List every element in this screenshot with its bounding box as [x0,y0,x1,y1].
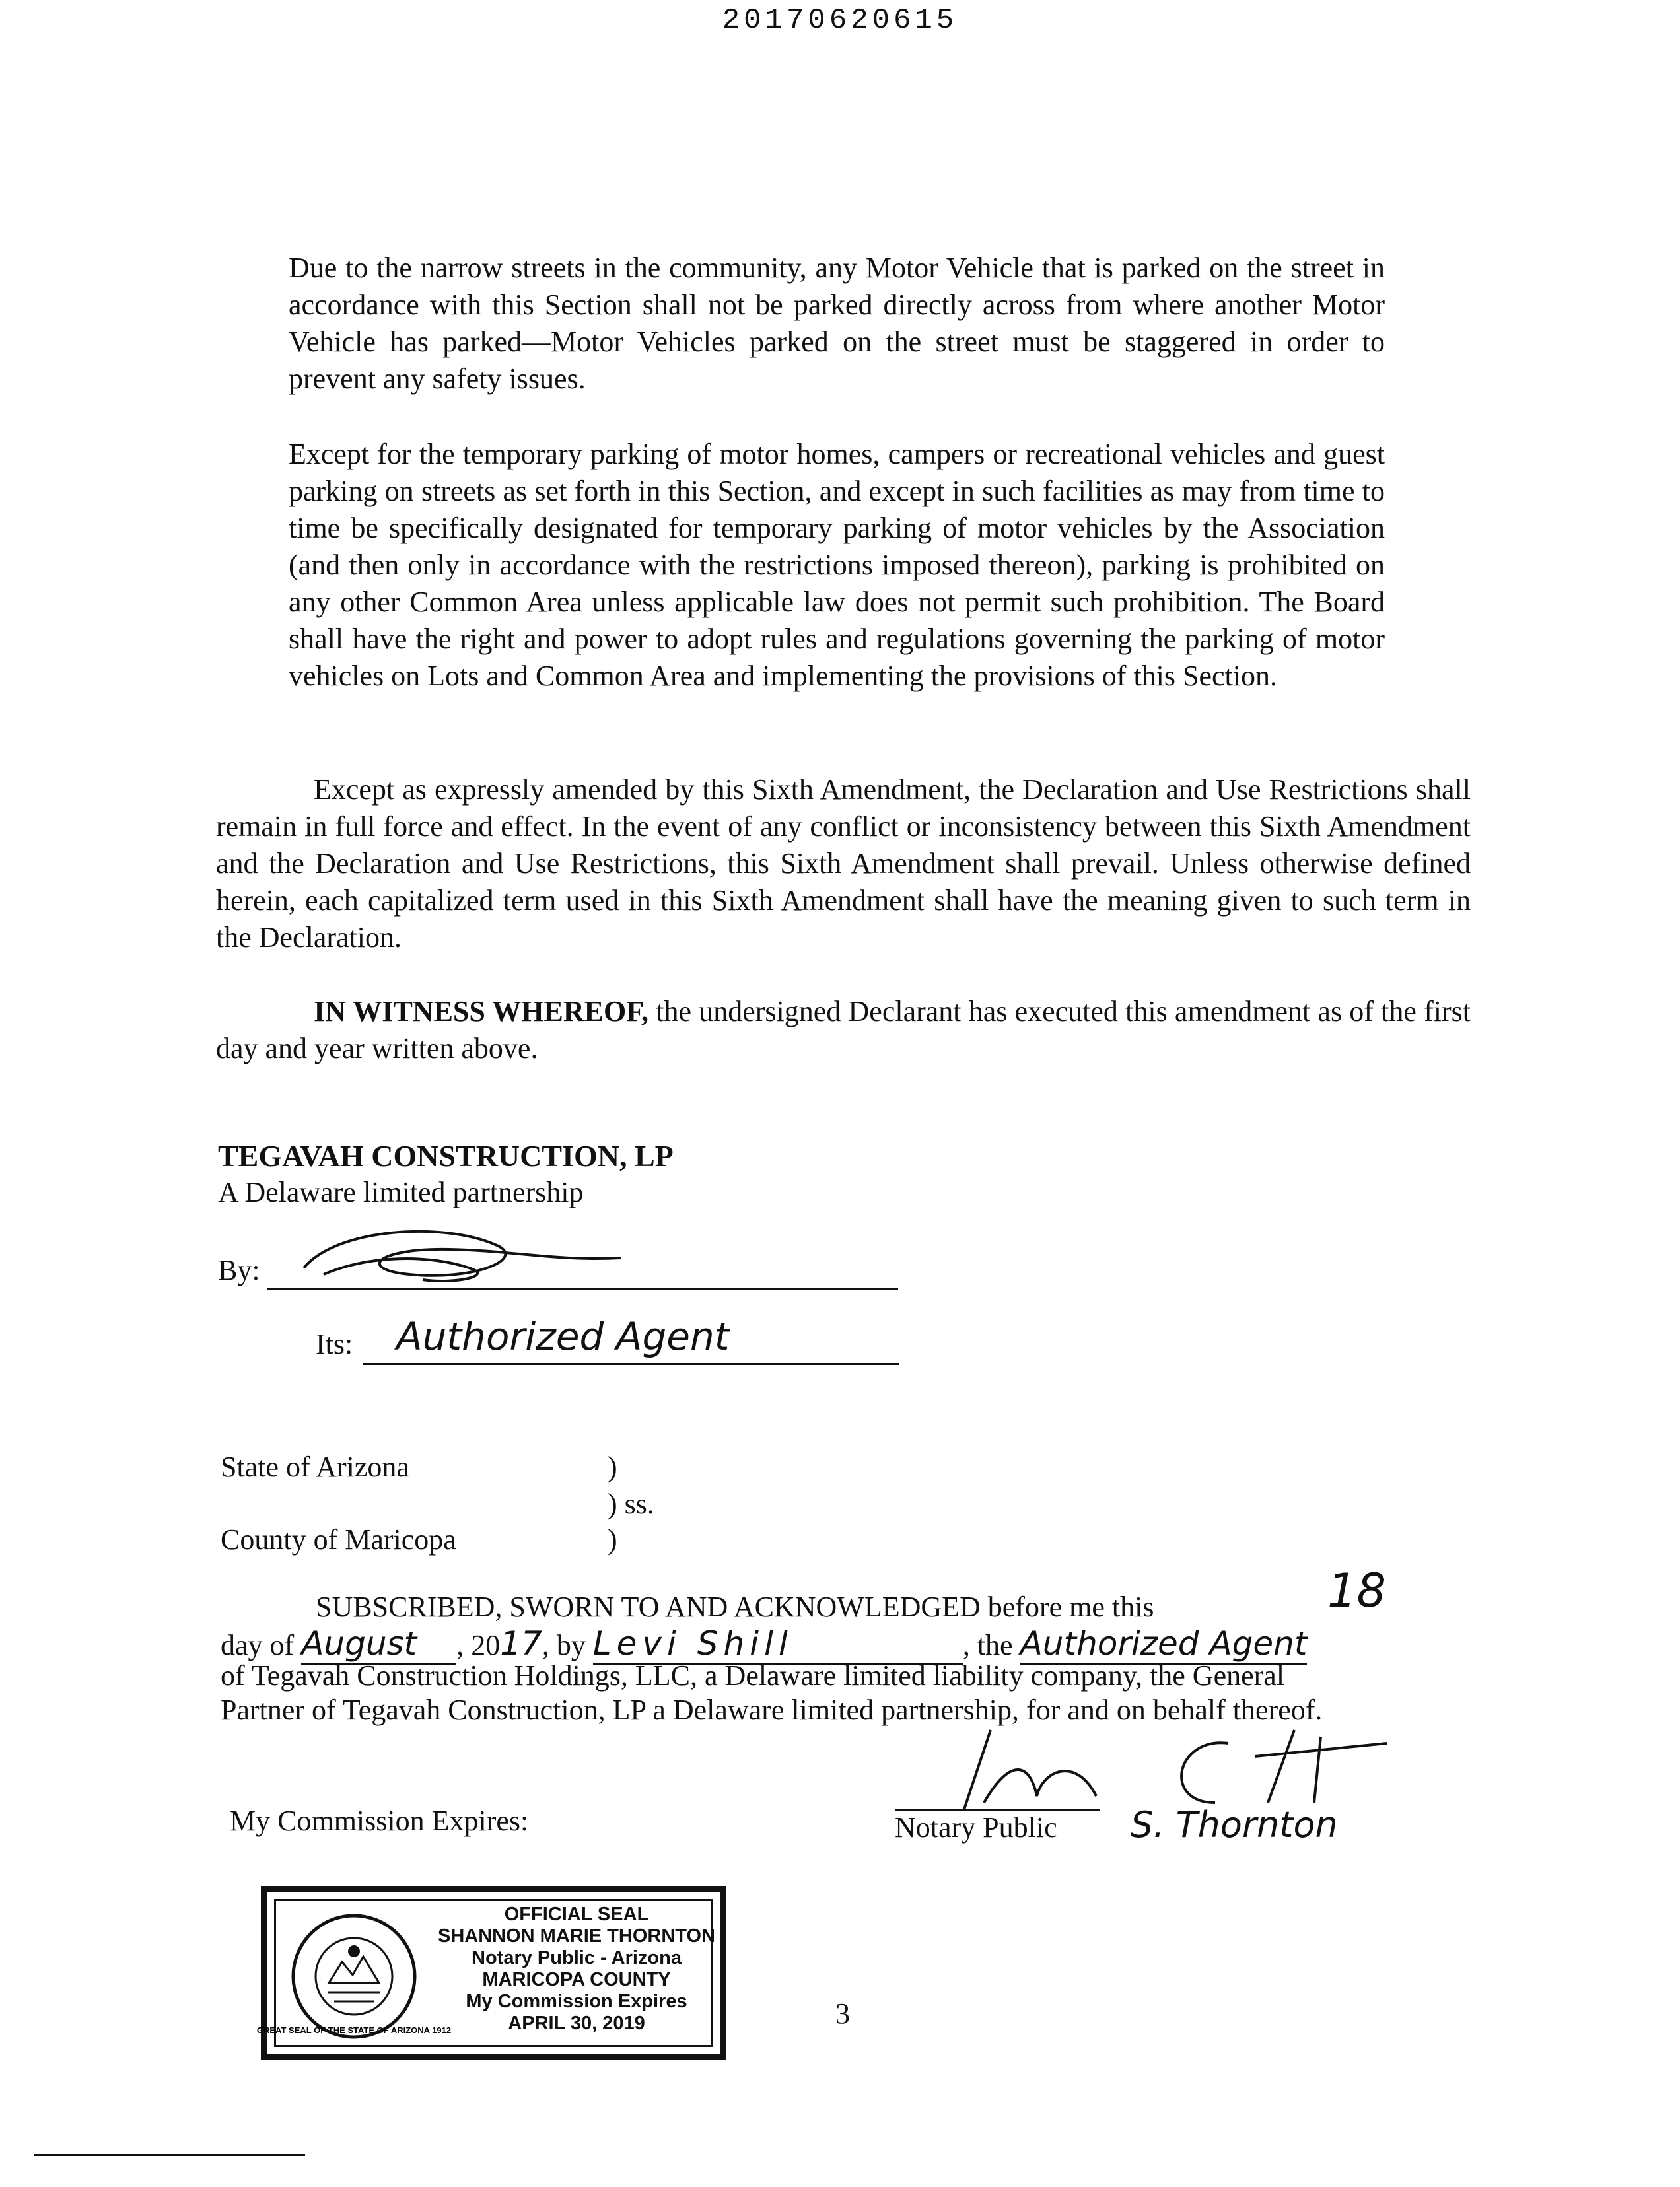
year-prefix: , 20 [456,1629,501,1661]
commission-expires-label: My Commission Expires: [230,1805,529,1837]
paragraph-witness [216,993,1471,1067]
venue-ss: ) ss. [608,1488,654,1520]
seal-line-expiry: APRIL 30, 2019 [508,2013,645,2034]
official-notary-seal [256,1886,726,2060]
seal-line-notary: Notary Public - Arizona [472,1947,682,1968]
year-handwritten: 17 [500,1624,542,1663]
acknowledgment-line-4: Partner of Tegavah Construction, LP a Delaware limited partnership, for and on behalf thereof. [221,1694,1323,1726]
signer-title-handwritten: Authorized Agent [1020,1624,1308,1665]
company-type: A Delaware limited partnership [218,1176,584,1208]
seal-line-name: SHANNON MARIE THORNTON [438,1926,715,1947]
county-label: County of Maricopa [221,1523,456,1556]
notary-public-label: Notary Public [895,1809,1100,1844]
day-handwritten: 18 [1327,1564,1387,1618]
seal-text-block [431,1904,722,2034]
its-label: Its: [316,1328,353,1360]
signature-scribble-by [277,1208,674,1301]
state-label: State of Arizona [221,1451,409,1483]
month-handwritten: August [301,1624,456,1665]
notary-name-handwritten: S. Thornton [1131,1804,1338,1846]
day-of-label: day of [221,1629,295,1661]
page-number: 3 [835,1997,850,2030]
seal-line-county: MARICOPA COUNTY [482,1969,671,1990]
emblem-ring-text: GREAT SEAL OF THE STATE OF ARIZONA 1912 [256,2025,452,2035]
paragraph-street-parking: Due to the narrow streets in the community, any Motor Vehicle that is parked on the street in accordance with this Section shall not be parked directly across from where another Motor Vehicle has parked—Motor Vehicles parked on the street must be staggered in order to prevent any safety issues. [289,252,1385,395]
its-title-handwritten: Authorized Agent [396,1314,730,1359]
acknowledgment-intro: SUBSCRIBED, SWORN TO AND ACKNOWLEDGED before me this [316,1591,1154,1623]
footer-rule [34,2154,305,2156]
venue-paren-1: ) [608,1451,617,1483]
by-text: , by [542,1629,586,1661]
paragraph-common-area-parking: Except for the temporary parking of motor homes, campers or recreational vehicles and guest parking on streets as set forth in this Section, and except in such facilities as may from time to time be specifically designated for temporary parking of motor vehicles by the Association (and then only in accordance with the restrictions imposed thereon), parking is prohibited on any other Common Area unless applicable law does not permit such prohibition. The Board shall have the right and power to adopt rules and regulations governing the parking of motor vehicles on Lots and Common Area and implementing the provisions of this Section. [289,438,1385,692]
seal-line-official: OFFICIAL SEAL [504,1904,649,1925]
document-number: 20170620615 [722,4,958,37]
paragraph-amendment-effect: Except as expressly amended by this Sixth Amendment, the Declaration and Use Restrictions shall remain in full force and effect. In the event of any conflict or inconsistency between this Sixth Amendment and the Declaration and Use Restrictions, this Sixth Amendment shall prevail. Unless otherwise defined herein, each capitalized term used in this Sixth Amendment shall have the meaning given to such term in the Declaration. [216,773,1471,954]
notary-signature-scribble [925,1717,1440,1816]
witness-text: the undersigned Declarant has executed this amendment as of the first day and year written above. [216,995,1471,1064]
witness-heading: IN WITNESS WHEREOF, [314,995,649,1027]
company-name: TEGAVAH CONSTRUCTION, LP [218,1139,674,1173]
acknowledgment-line-3: of Tegavah Construction Holdings, LLC, a Delaware limited liability company, the General [221,1659,1285,1692]
its-title-line [363,1363,899,1365]
signer-name-handwritten: Levi Shill [593,1624,963,1665]
seal-line-commission: My Commission Expires [466,1991,687,2012]
acknowledgment-line-1 [316,1590,1154,1624]
arizona-state-seal-emblem [256,1910,452,2042]
venue-paren-3: ) [608,1523,617,1556]
notary-public-line [895,1804,1338,1846]
by-label: By: [218,1254,260,1286]
seal-inner-border [256,1899,715,2047]
the-text: , the [962,1629,1013,1661]
